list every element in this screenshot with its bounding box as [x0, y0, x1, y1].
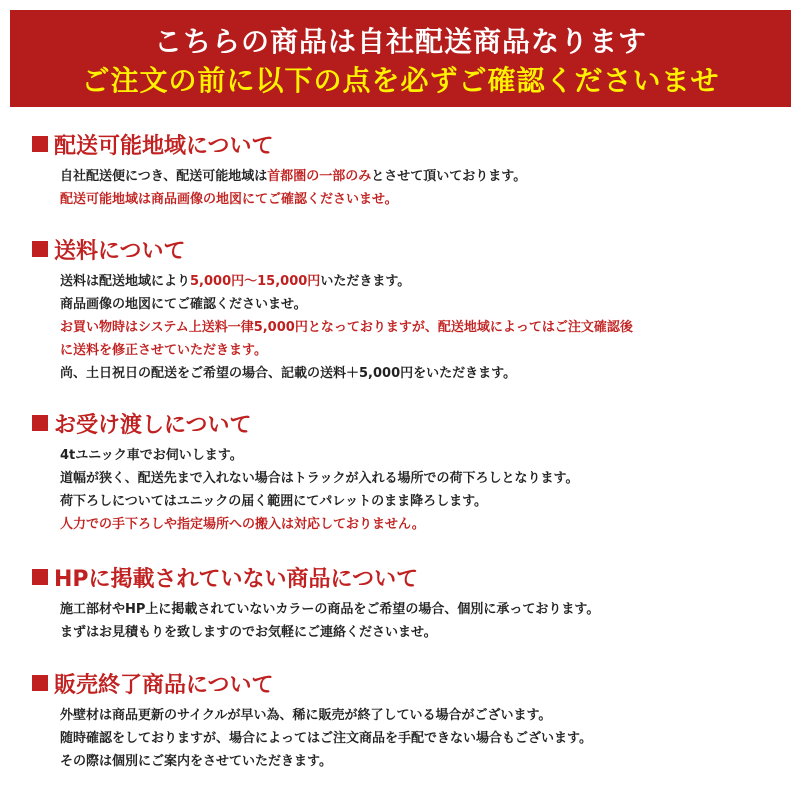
square-bullet-icon: [32, 415, 48, 431]
text-run: 施工部材やHP上に掲載されていないカラーの商品をご希望の場合、個別に承っております。: [60, 602, 600, 617]
text-run: まずはお見積もりを致しますのでお気軽にご連絡くださいませ。: [60, 625, 437, 640]
body-line: [60, 188, 782, 211]
square-bullet-icon: [32, 569, 48, 585]
section-heading-text: 販売終了商品について: [54, 672, 274, 698]
section-heading-text: お受け渡しについて: [54, 412, 252, 438]
section-body: [60, 270, 782, 385]
banner-subtitle: ご注文の前に以下の点を必ずご確認くださいませ: [81, 64, 720, 97]
text-run-highlight: に送料を修正させていただきます。: [60, 343, 267, 358]
text-run: 随時確認をしておりますが、場合によってはご注文商品を手配できない場合もございます。: [60, 731, 592, 746]
square-bullet-icon: [32, 241, 48, 257]
text-run-highlight: 人力での手下ろしや指定場所への搬入は対応しておりません。: [60, 517, 425, 532]
body-line: [60, 513, 782, 536]
section-heading: [32, 406, 782, 440]
section-unlisted-products: [32, 560, 782, 644]
square-bullet-icon: [32, 136, 48, 152]
body-line: [60, 490, 782, 513]
section-heading: [32, 560, 782, 594]
section-shipping-fee: [32, 232, 782, 385]
section-body: [60, 598, 782, 644]
section-body: [60, 165, 782, 211]
text-run: 外壁材は商品更新のサイクルが早い為、稀に販売が終了している場合がございます。: [60, 708, 552, 723]
section-delivery-area: [32, 127, 782, 211]
body-line: [60, 165, 782, 188]
banner-title: こちらの商品は自社配送商品なります: [153, 25, 647, 58]
text-run: 尚、土日祝日の配送をご希望の場合、記載の送料＋5,000円をいただきます。: [60, 366, 517, 381]
body-line: [60, 598, 782, 621]
body-line: [60, 467, 782, 490]
section-heading-text: 配送可能地域について: [54, 133, 274, 159]
body-line: [60, 621, 782, 644]
section-heading-text: HPに掲載されていない商品について: [54, 566, 419, 592]
body-line: [60, 727, 782, 750]
text-run: 道幅が狭く、配送先まで入れない場合はトラックが入れる場所での荷下ろしとなります。: [60, 471, 579, 486]
section-handover: [32, 406, 782, 536]
body-line: [60, 704, 782, 727]
body-line: [60, 339, 782, 362]
section-heading: [32, 232, 782, 266]
section-body: [60, 444, 782, 536]
text-run-highlight: 5,000円〜15,000円: [190, 274, 321, 289]
body-line: [60, 293, 782, 316]
text-run: その際は個別にご案内をさせていただきます。: [60, 754, 332, 769]
section-discontinued-products: [32, 666, 782, 773]
section-body: [60, 704, 782, 773]
text-run: いただきます。: [320, 274, 411, 289]
body-line: [60, 444, 782, 467]
text-run-highlight: お買い物時はシステム上送料一律5,000円となっておりますが、配送地域によってはご注文確認後: [60, 320, 633, 335]
body-line: [60, 750, 782, 773]
text-run-highlight: 首都圏の一部のみ: [267, 169, 372, 184]
text-run: 自社配送便につき、配送可能地域は: [60, 169, 268, 184]
section-heading: [32, 666, 782, 700]
text-run-highlight: 配送可能地域は商品画像の地図にてご確認くださいませ。: [60, 192, 398, 207]
section-heading: [32, 127, 782, 161]
body-line: [60, 362, 782, 385]
text-run: 荷下ろしについてはユニックの届く範囲にてパレットのまま降ろします。: [60, 494, 488, 509]
text-run: 送料は配送地域により: [60, 274, 191, 289]
section-heading-text: 送料について: [54, 238, 186, 264]
text-run: 商品画像の地図にてご確認くださいませ。: [60, 297, 307, 312]
text-run: とさせて頂いております。: [371, 169, 527, 184]
body-line: [60, 316, 782, 339]
text-run: 4tユニック車でお伺いします。: [60, 448, 243, 463]
square-bullet-icon: [32, 675, 48, 691]
body-line: [60, 270, 782, 293]
notice-banner: [10, 10, 791, 107]
